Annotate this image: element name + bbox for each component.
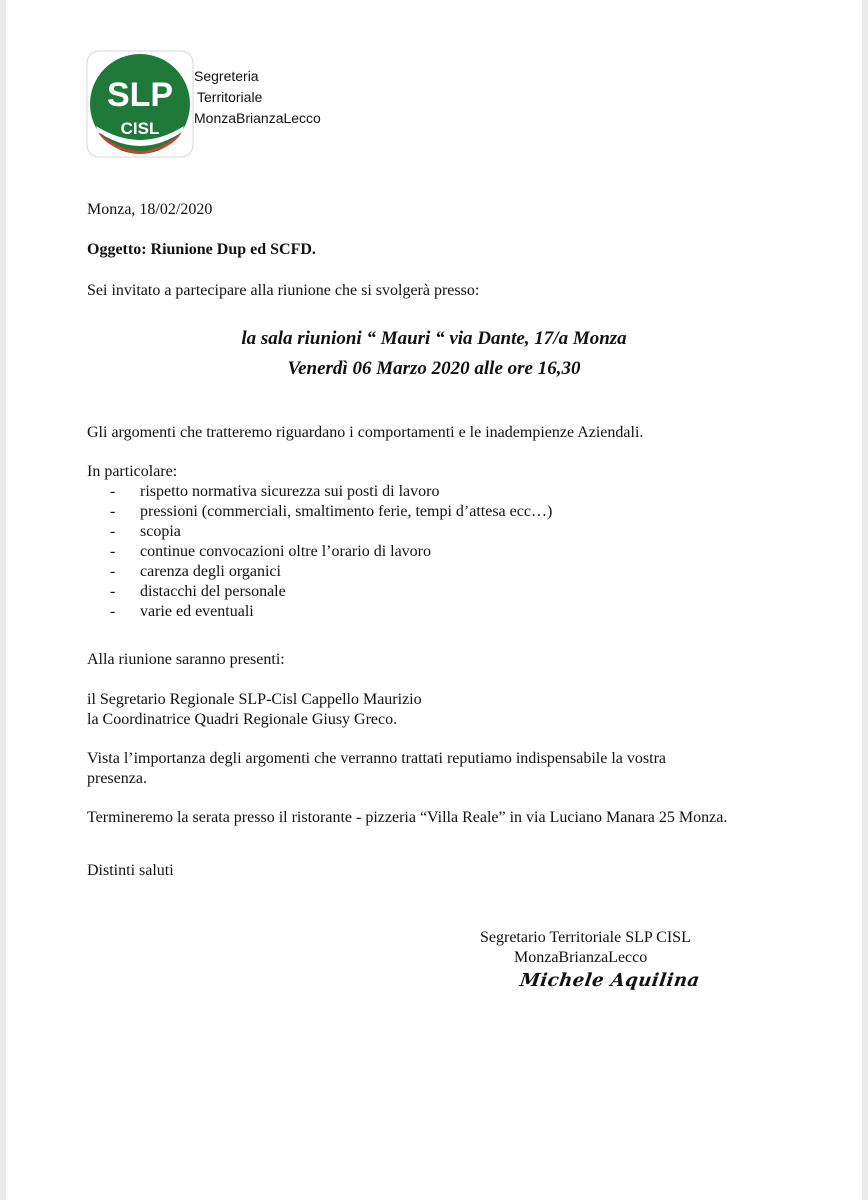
topics-intro: Gli argomenti che tratteremo riguardano i comportamenti e le inadempienze Aziendali.	[87, 424, 644, 441]
invite-text: Sei invitato a partecipare alla riunione che si svolgerà presso:	[87, 282, 480, 299]
presenti-intro: Alla riunione saranno presenti:	[87, 651, 285, 668]
place-date: Monza, 18/02/2020	[87, 201, 213, 218]
greeting: Distinti saluti	[87, 862, 174, 879]
logo-text-cisl: CISL	[120, 119, 160, 138]
list-item: - varie ed eventuali	[110, 603, 254, 620]
list-item: - rispetto normativa sicurezza sui posti di lavoro	[110, 483, 440, 500]
slp-cisl-logo	[86, 50, 194, 158]
signature-title: Segretario Territoriale SLP CISL	[480, 929, 691, 946]
logo-text-slp: SLP	[106, 76, 174, 114]
in-particolare: In particolare:	[87, 463, 178, 480]
importance-line-1: Vista l’importanza degli argomenti che verranno trattati reputiamo indispensabile la vostra	[87, 750, 666, 767]
importance-line-2: presenza.	[87, 770, 147, 787]
org-line-3: MonzaBrianzaLecco	[194, 110, 321, 126]
presente-2: la Coordinatrice Quadri Regionale Giusy Greco.	[87, 711, 398, 728]
org-line-1: Segreteria	[194, 68, 259, 84]
topics-list	[110, 482, 552, 622]
list-item: - pressioni (commerciali, smaltimento ferie, tempi d’attesa ecc…)	[110, 503, 553, 520]
subject: Oggetto: Riunione Dup ed SCFD.	[87, 241, 316, 258]
list-item: - distacchi del personale	[110, 583, 286, 600]
handwritten-signature: Michele Aquilina	[518, 970, 702, 991]
closing-event: Termineremo la serata presso il ristorante - pizzeria “Villa Reale” in via Luciano Manara 25 Monza.	[87, 809, 728, 826]
list-item: - carenza degli organici	[110, 563, 281, 580]
presente-1: il Segretario Regionale SLP-Cisl Cappello Maurizio	[87, 691, 422, 708]
org-line-2: Territoriale	[197, 89, 263, 105]
signature-area: MonzaBrianzaLecco	[514, 949, 648, 966]
list-item: - continue convocazioni oltre l’orario di lavoro	[110, 543, 432, 560]
org-heading	[194, 66, 321, 129]
venue-line: la sala riunioni “ Mauri “ via Dante, 17/a Monza	[241, 328, 627, 349]
datetime-line: Venerdì 06 Marzo 2020 alle ore 16,30	[287, 358, 581, 379]
list-item: - scopia	[110, 523, 181, 540]
